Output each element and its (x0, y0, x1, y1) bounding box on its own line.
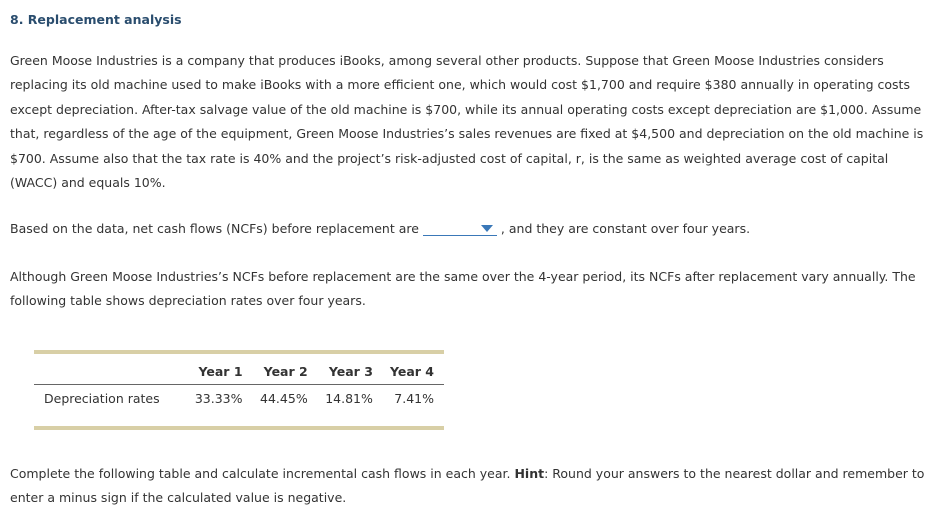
table-header-row (34, 354, 444, 385)
chevron-down-icon (481, 225, 493, 232)
ncf-question-suffix: , and they are constant over four years. (500, 221, 751, 236)
ncf-question-text: Based on the data, net cash flows (NCFs) before replacement are (10, 221, 419, 236)
table-bottom-bar (34, 426, 444, 430)
row-label-depreciation-rates: Depreciation rates (44, 391, 160, 406)
header-year-1: Year 1 (187, 354, 252, 385)
instructions-text: Complete the following table and calculate incremental cash flows in each year. (10, 466, 511, 481)
ncf-before-dropdown[interactable] (423, 221, 497, 236)
rate-year-4: 7.41% (394, 391, 434, 406)
header-blank (34, 354, 187, 385)
problem-statement: Green Moose Industries is a company that produces iBooks, among several other products. Suppose that Green Moose Industries considers replacing its old machine used to make iBooks with a more efficient one, which would cost $1,700 and require $380 annually in operating costs except depreciation. After-tax salvage value of the old machine is $700, while its annual operating costs except depreciation are $1,000. Assume that, regardless of the age of the equipment, Green Moose Industries’s sales revenues are fixed at $4,500 and depreciation on the old machine is $700. Assume also that the tax rate is 40% and the project’s risk-adjusted cost of capital, r, is the same as weighted average cost of capital (WACC) and equals 10%. (10, 53, 924, 191)
hint-text: : Round your answers to the nearest dollar and remember to enter a minus sign if the calculated value is negative. (10, 466, 925, 506)
page-title: 8. Replacement analysis (10, 12, 182, 27)
hint-label: Hint (514, 466, 545, 481)
header-year-3: Year 3 (318, 354, 383, 385)
header-year-4: Year 4 (383, 354, 444, 385)
depreciation-table (34, 350, 444, 430)
instructions (10, 462, 931, 511)
header-year-2: Year 2 (253, 354, 318, 385)
ncf-question (10, 217, 931, 241)
table-row (34, 385, 444, 427)
ncf-after-intro: Although Green Moose Industries’s NCFs before replacement are the same over the 4-year period, its NCFs after replacement vary annually. The following table shows depreciation rates over four years. (10, 269, 916, 309)
rate-year-1: 33.33% (194, 391, 243, 406)
depreciation-rates-table (34, 354, 444, 426)
rate-year-2: 44.45% (260, 391, 308, 406)
rate-year-3: 14.81% (325, 391, 373, 406)
